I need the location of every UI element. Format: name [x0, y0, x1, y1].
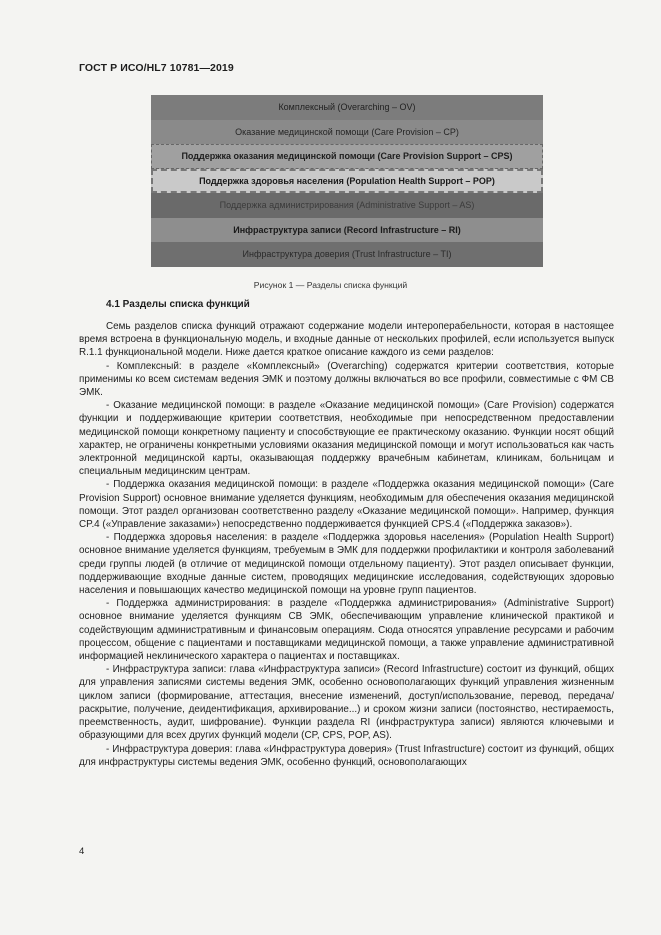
section-title: 4.1 Разделы списка функций	[106, 299, 250, 310]
paragraph: - Поддержка оказания медицинской помощи: в разделе «Поддержка оказания медицинской помощи» (Care Provision Support) основное внимание уделяется функциям, необходимым для обеспечения оказания медицинской помощи. Этот раздел организован соответственно разделу «Оказание медицинской помощи». Например, функция CP.4 («Управление заказами») непосредственно поддерживается функцией CPS.4 («Поддержка заказов»).	[79, 479, 614, 531]
paragraph: - Инфраструктура доверия: глава «Инфраструктура доверия» (Trust Infrastructure) состоит из функций, общих для инфраструктуры системы ведения ЭМК, особенно функций, основополагающих	[79, 743, 614, 768]
paragraph: - Комплексный: в разделе «Комплексный» (Overarching) содержатся критерии соответствия, которые применимы ко всем системам ведения ЭМК и поэтому должны включаться во все профили, совместимые с ФМ СВ ЭМК.	[79, 360, 614, 399]
paragraph: - Поддержка администрирования: в разделе «Поддержка администрирования» (Administrative Support) основное внимание уделяется функциям СВ ЭМК, обеспечивающим управление клинической практикой и содействующим административным и финансовым операциям. Сюда относятся управление ресурсами и рабочим процессом, общение с пациентами и поставщиками медицинской помощи, а также управление административной информацией неклинического характера о пациентах и поставщиках.	[79, 598, 614, 663]
function-sections-figure	[151, 95, 543, 267]
page-number: 4	[79, 846, 85, 857]
paragraph: - Оказание медицинской помощи: в разделе «Оказание медицинской помощи» (Care Provision) содержатся функции и поддерживающие критерии соответствия, необходимые при непосредственном предоставлении медицинской помощи конкретному пациенту и способствующие ее практическому оказанию. Функции носят общий характер, не ограничены конкретными условиями оказания медицинской помощи и могут использоваться как часть электронной медицинской карты, оказывающая поддержку врачебным кабинетам, клиникам, больницам и специальным медицинским центрам.	[79, 400, 614, 478]
band-trust-infrastructure: Инфраструктура доверия (Trust Infrastructure – TI)	[151, 242, 543, 267]
paragraph: - Инфраструктура записи: глава «Инфраструктура записи» (Record Infrastructure) состоит из функций, общих для управления записями системы ведения ЭМК, особенно основополагающих функций управления жизненным циклом записи (формирование, аттестация, внесение изменений, доступ/использование, перевод, передача/раскрытие, получение, деидентификация, архивирование...) и сроком жизни записи (постоянство, нестираемость, преемственность, аудит, шифрование). Функции раздела RI (инфраструктура записи) являются ключевыми и образующими для всех других функций модели (CP, CPS, POP, AS).	[79, 664, 614, 742]
band-care-provision: Оказание медицинской помощи (Care Provision – CP)	[151, 120, 543, 145]
band-administrative-support: Поддержка администрирования (Administrative Support – AS)	[151, 193, 543, 218]
paragraph: - Поддержка здоровья населения: в разделе «Поддержка здоровья населения» (Population Health Support) основное внимание уделяется функциям, требуемым в ЭМК для поддержки профилактики и контроля заболеваний среди группы людей (в отличие от медицинской помощи отдельному пациенту). Этот раздел описывает функции, поддерживающие входные данные систем, проводящих медицинские исследования, содействующих здоровью населения и повышающих качество медицинской помощи на уровне групп пациентов.	[79, 532, 614, 597]
document-header: ГОСТ Р ИСО/HL7 10781—2019	[79, 62, 234, 74]
band-population-health-support: Поддержка здоровья населения (Population Health Support – POP)	[151, 169, 543, 194]
band-record-infrastructure: Инфраструктура записи (Record Infrastructure – RI)	[151, 218, 543, 243]
band-overarching: Комплексный (Overarching – OV)	[151, 95, 543, 120]
paragraph: Семь разделов списка функций отражают содержание модели интероперабельности, которая в настоящее время встроена в функциональную модель, и входные данные от нескольких профилей, если используется выпуск R.1.1 функциональной модели. Ниже дается краткое описание каждого из семи разделов:	[79, 321, 614, 359]
band-care-provision-support: Поддержка оказания медицинской помощи (Care Provision Support – CPS)	[151, 144, 543, 169]
body-text	[79, 320, 614, 769]
figure-caption: Рисунок 1 — Разделы списка функций	[253, 280, 408, 290]
